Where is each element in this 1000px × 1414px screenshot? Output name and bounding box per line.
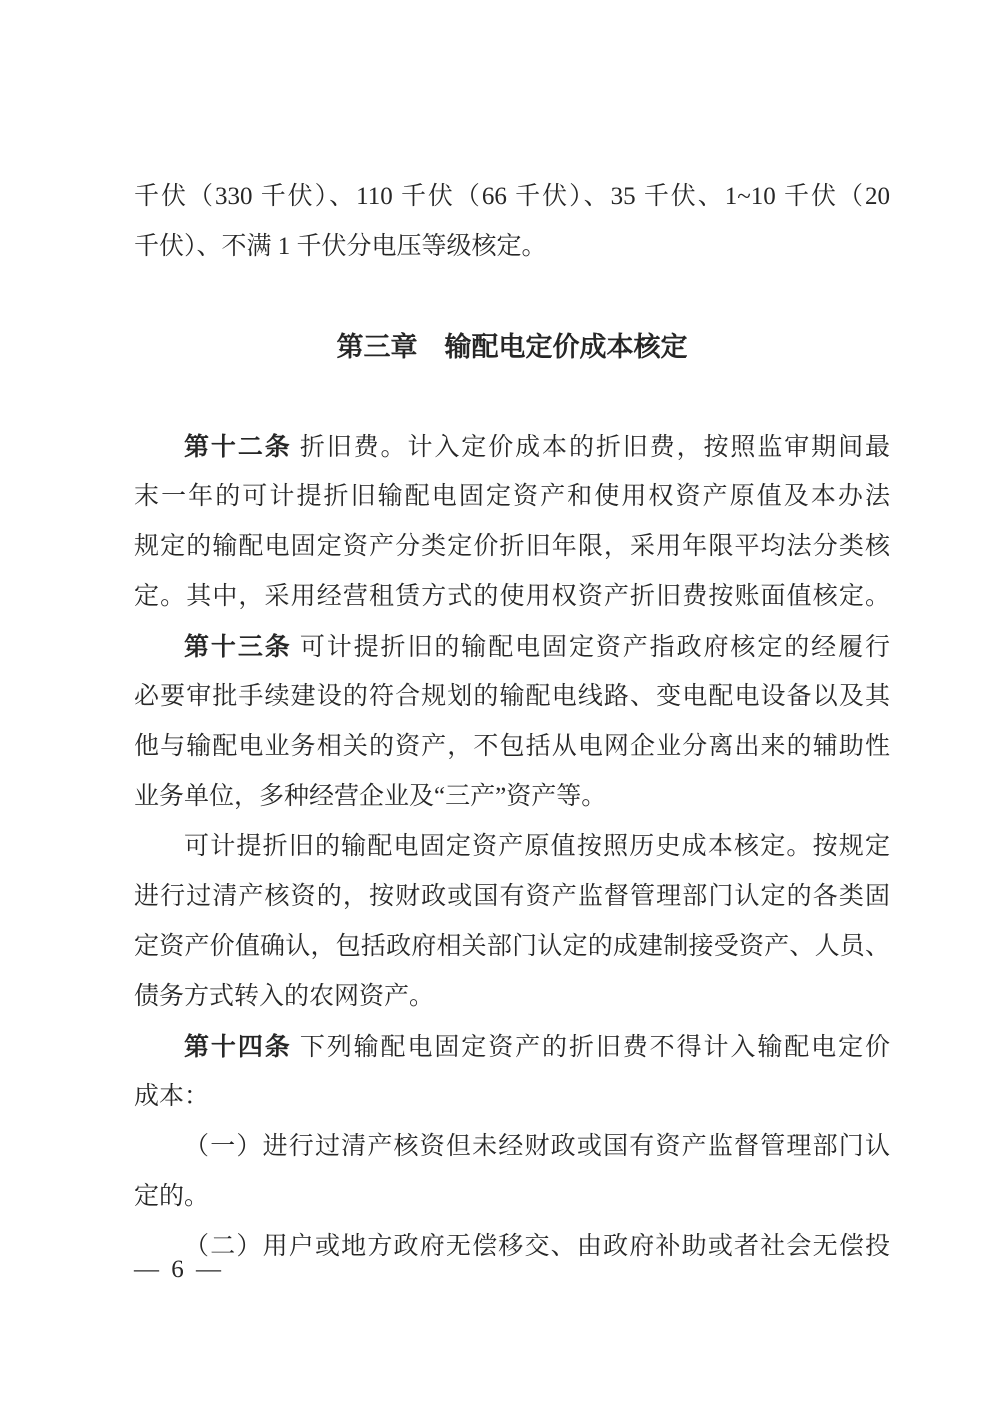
article-13-para2-line-2: 进行过清产核资的，按财政或国有资产监督管理部门认定的各类固: [134, 883, 890, 910]
article-14-lead-text: 下列输配电固定资产的折旧费不得计入输配电定价: [291, 1034, 890, 1061]
article-13-line-2: 必要审批手续建设的符合规划的输配电线路、变电配电设备以及其: [134, 683, 890, 710]
item-2-line-1: （二）用户或地方政府无偿移交、由政府补助或者社会无偿投: [184, 1233, 890, 1260]
page-number: — 6 —: [134, 1256, 224, 1283]
article-14-label: 第十四条: [184, 1033, 292, 1061]
article-12-line-1: [134, 422, 890, 472]
article-12-lead-text: 折旧费。计入定价成本的折旧费，按照监审期间最: [291, 434, 890, 461]
intro-line-1: 千伏（330 千伏）、110 千伏（66 千伏）、35 千伏、1~10 千伏（20: [134, 183, 890, 210]
blank-line: [134, 272, 890, 322]
chapter-heading: 第三章 输配电定价成本核定: [336, 332, 688, 362]
article-14-line-1: [134, 1022, 890, 1072]
article-13-para2-line-1: 可计提折旧的输配电固定资产原值按照历史成本核定。按规定: [184, 833, 890, 860]
article-13-line-1: [134, 622, 890, 672]
item-1-line-1: （一）进行过清产核资但未经财政或国有资产监督管理部门认: [184, 1133, 890, 1160]
article-13-para2-line-3: 定资产价值确认，包括政府相关部门认定的成建制接受资产、人员、: [134, 933, 890, 960]
article-12-label: 第十二条: [184, 433, 292, 461]
article-13-lead-text: 可计提折旧的输配电固定资产指政府核定的经履行: [291, 634, 890, 661]
article-14-line-2: 成本：: [134, 1083, 210, 1110]
article-12-line-4: 定。其中，采用经营租赁方式的使用权资产折旧费按账面值核定。: [134, 583, 890, 610]
article-13-para2-line-4: 债务方式转入的农网资产。: [134, 983, 435, 1010]
item-1-line-2: 定的。: [134, 1183, 210, 1210]
document-body: [134, 172, 890, 1272]
article-13-label: 第十三条: [184, 633, 292, 661]
intro-line-2: 千伏）、不满 1 千伏分电压等级核定。: [134, 233, 547, 260]
article-13-line-4: 业务单位，多种经营企业及“三产”资产等。: [134, 783, 607, 810]
article-12-line-3: 规定的输配电固定资产分类定价折旧年限，采用年限平均法分类核: [134, 533, 890, 560]
article-13-line-3: 他与输配电业务相关的资产，不包括从电网企业分离出来的辅助性: [134, 733, 890, 760]
blank-line: [134, 372, 890, 422]
article-12-line-2: 末一年的可计提折旧输配电固定资产和使用权资产原值及本办法: [134, 483, 890, 510]
